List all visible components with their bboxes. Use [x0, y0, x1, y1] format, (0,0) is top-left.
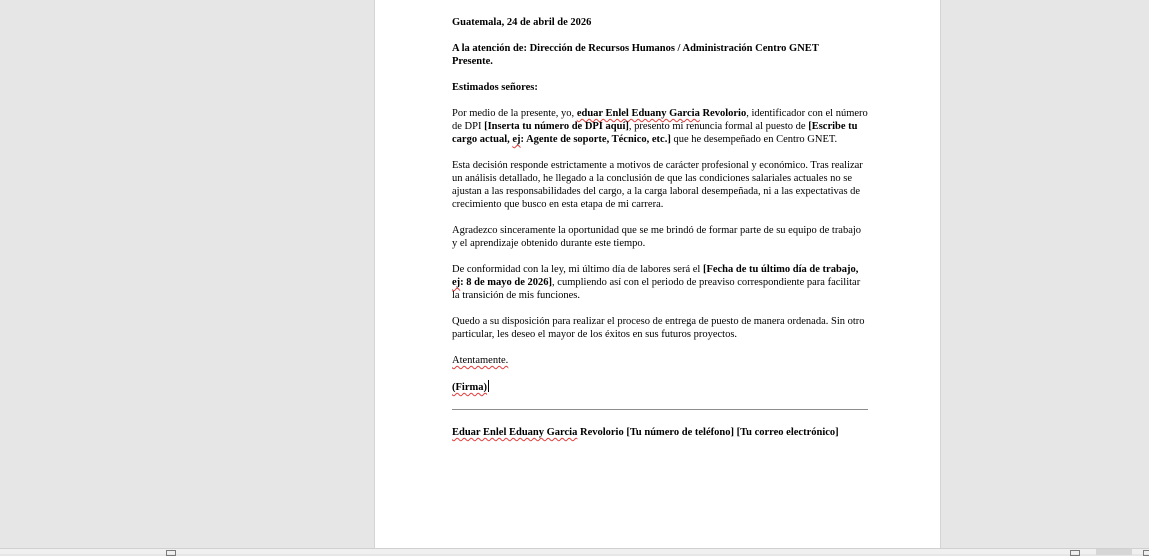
signature-line[interactable] — [452, 380, 868, 394]
footer-name-misspelled[interactable]: Eduar Enlel Eduany Garcia — [452, 427, 578, 438]
spellcheck-word[interactable]: ej — [452, 277, 461, 288]
spellcheck-word[interactable]: ej — [512, 134, 521, 145]
attention-block[interactable] — [452, 42, 868, 68]
presente-line[interactable]: Presente. — [452, 56, 493, 67]
paragraph-reasons[interactable]: Esta decisión responde estrictamente a motivos de carácter profesional y económico. Tras realizar un análisis detallado, he llegado a la conclusión de que las condiciones salariales actuales no se ajustan a las responsabilidades del cargo, a la carga laboral desempeñada, ni a las expectativas de crecimiento que busco en esta etapa de mi carrera. — [452, 160, 863, 210]
horizontal-rule — [452, 409, 868, 410]
attention-line[interactable]: A la atención de: Dirección de Recursos Humanos / Administración Centro GNET — [452, 43, 819, 54]
paragraph-closing-remarks[interactable]: Quedo a su disposición para realizar el proceso de entrega de puesto de manera ordenada. Sin otro particular, les deseo el mayor de los éxitos en sus futuros proyectos. — [452, 316, 865, 340]
salutation[interactable]: Estimados señores: — [452, 82, 538, 93]
paragraph-last-day[interactable]: De conformidad con la ley, mi último día de labores será el [Fecha de tu último día de trabajo, ej: 8 de mayo de 2026], cumpliendo así con el periodo de preaviso correspondiente para facilitar la transición de mis funciones. — [452, 264, 861, 301]
read-mode-icon[interactable] — [1070, 550, 1080, 556]
web-layout-icon[interactable] — [1143, 550, 1149, 556]
date-line[interactable]: Guatemala, 24 de abril de 2026 — [452, 17, 592, 28]
document-body[interactable] — [452, 16, 868, 452]
paragraph-introduction[interactable]: Por medio de la presente, yo, eduar Enlel Eduany Garcia Revolorio, identificador con el número de DPI [Inserta tu número de DPI aquí], presento mi renuncia formal al puesto de [Escribe tu cargo actual, ej: Agente de soporte, Técnico, etc.] que he desempeñado en Centro GNET. — [452, 108, 868, 145]
author-name-misspelled[interactable]: eduar Enlel Eduany Garcia — [576, 108, 700, 119]
document-page[interactable] — [374, 0, 941, 548]
paragraph-gratitude[interactable]: Agradezco sinceramente la oportunidad que se me brindó de formar parte de su equipo de trabajo y el aprendizaje obtenido durante este tiempo. — [452, 225, 862, 249]
proofing-icon[interactable] — [166, 550, 176, 556]
footer-contact[interactable]: Eduar Enlel Eduany Garcia Revolorio [Tu número de teléfono] [Tu correo electrónico] — [452, 427, 839, 438]
dpi-placeholder[interactable]: [Inserta tu número de DPI aquí] — [484, 121, 629, 132]
status-bar — [0, 548, 1149, 554]
closing-line[interactable]: Atentamente. — [452, 355, 509, 366]
signature-placeholder[interactable]: (Firma) — [452, 382, 487, 393]
text-cursor — [488, 380, 489, 392]
print-layout-view-button[interactable] — [1096, 549, 1132, 555]
